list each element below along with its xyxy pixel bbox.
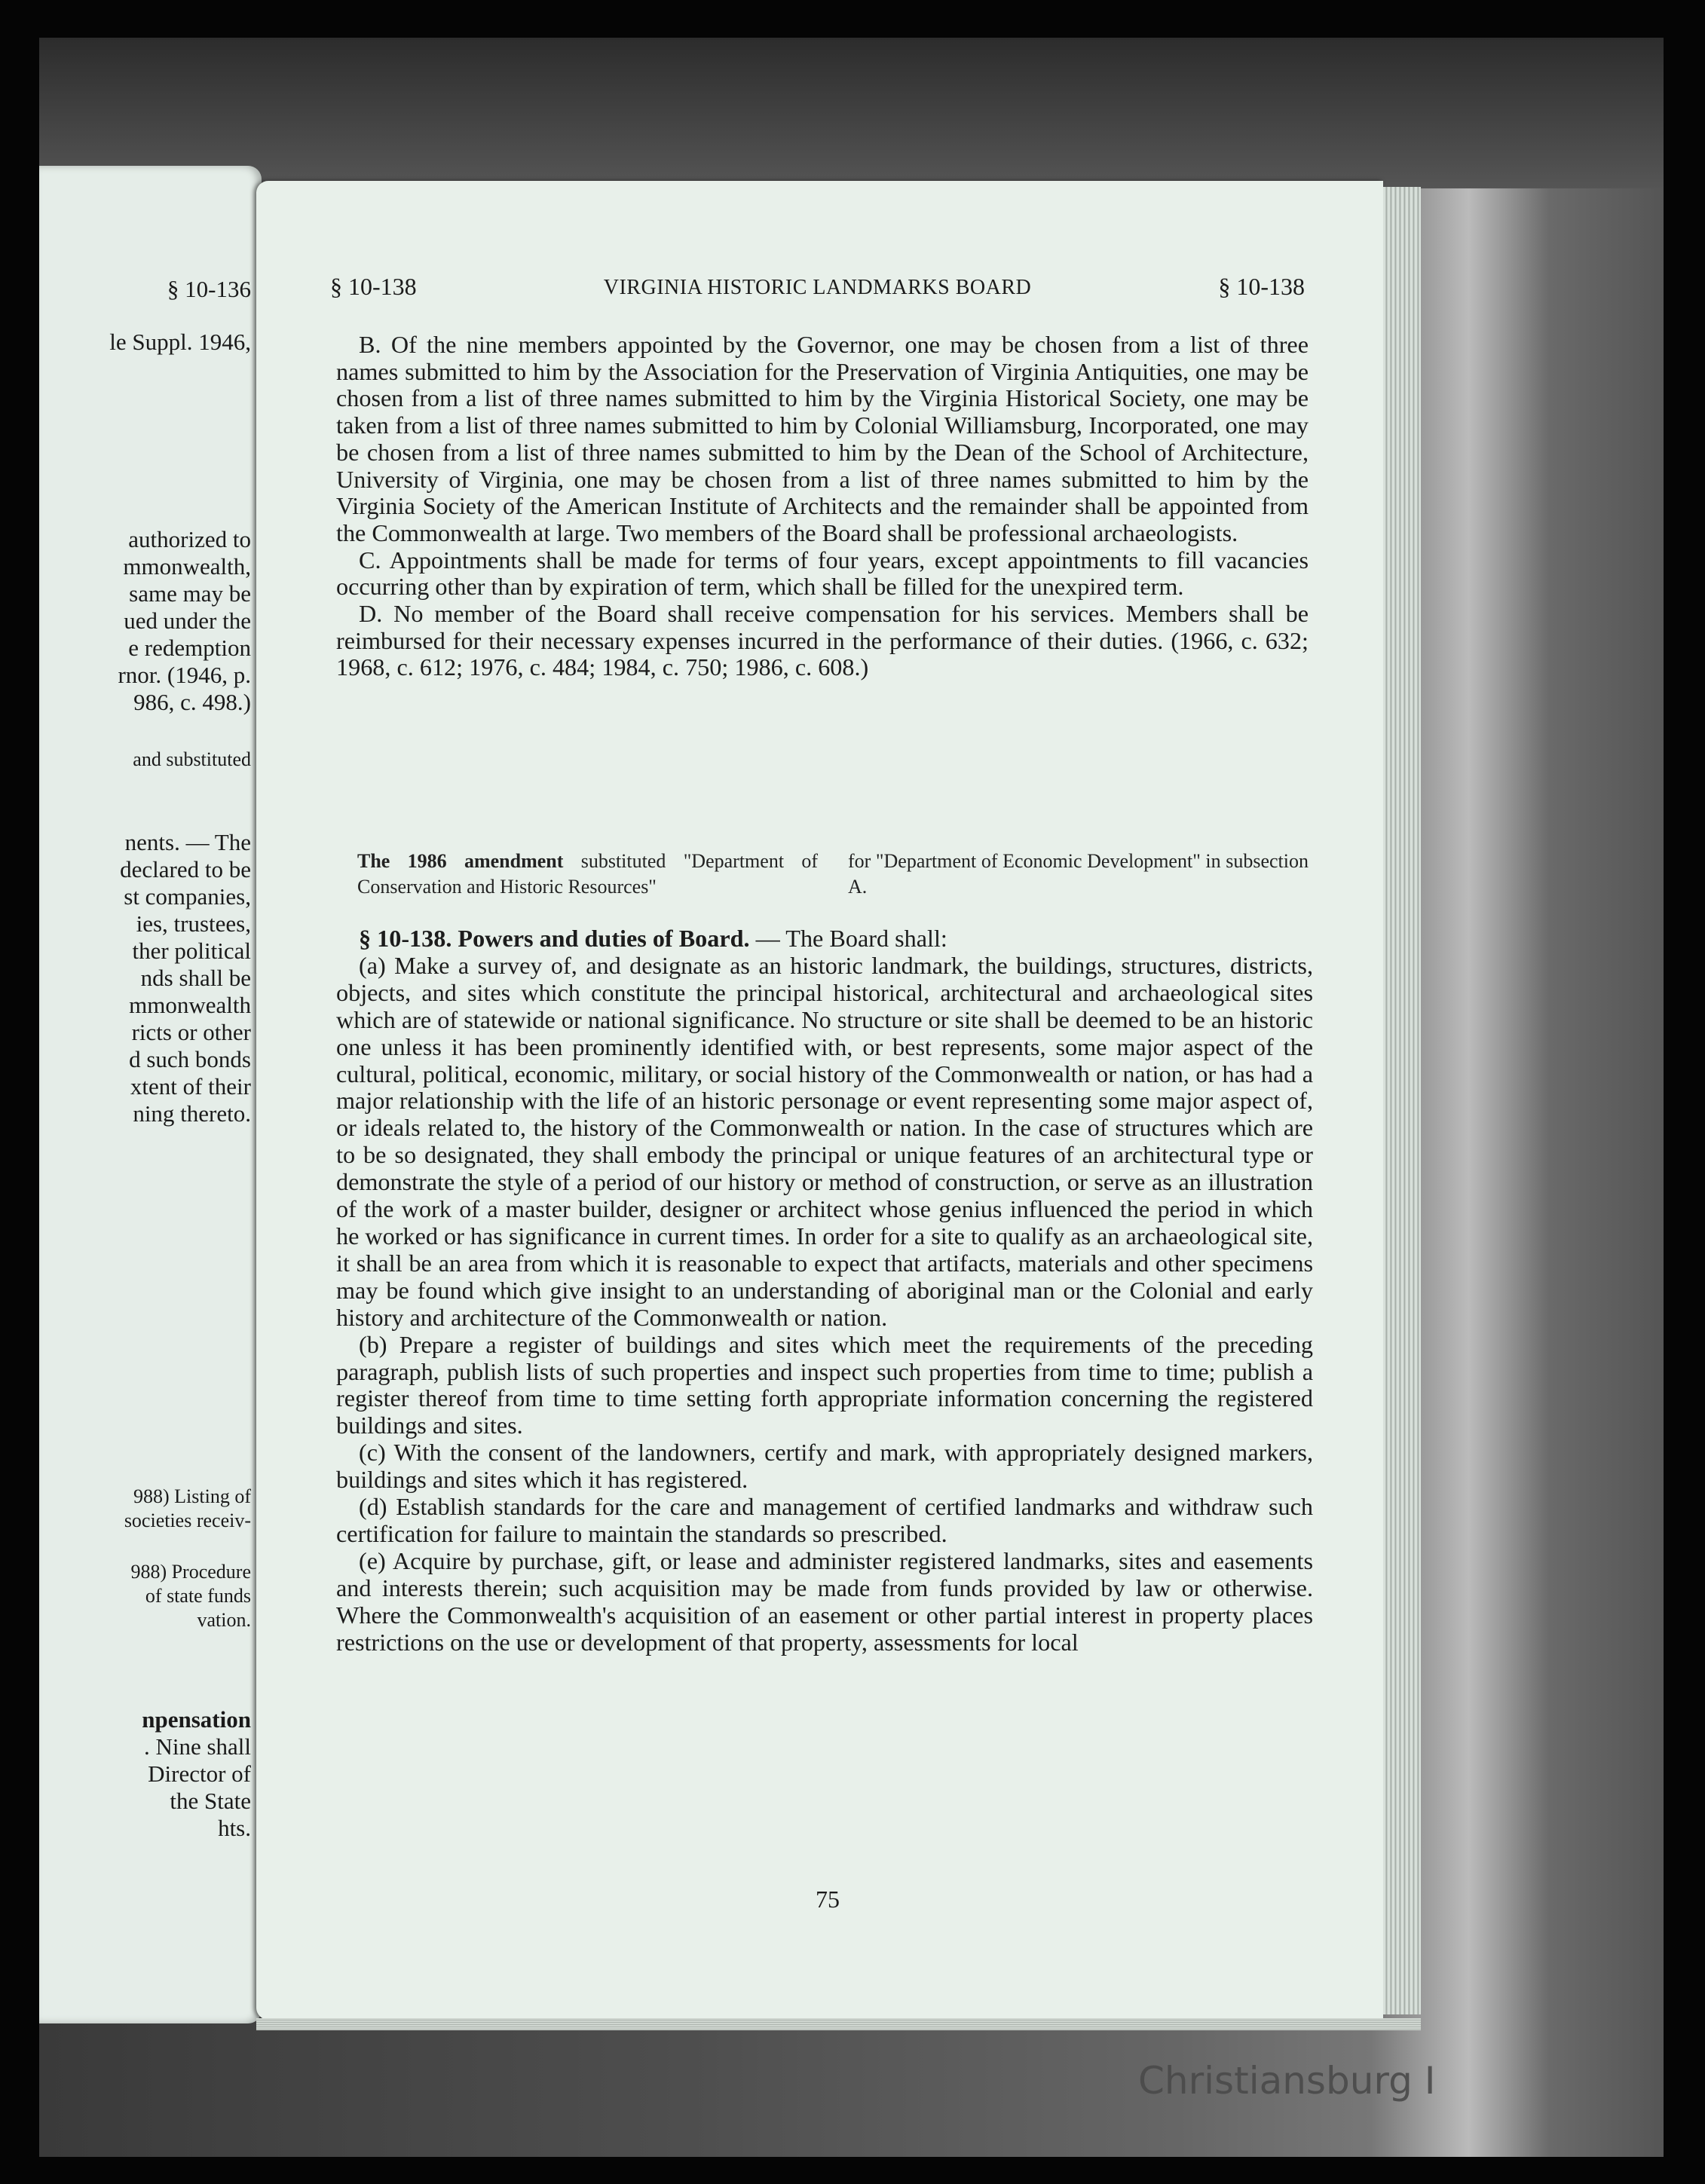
left-page-line: rnor. (1946, p. <box>118 662 251 688</box>
left-page-line: ued under the <box>124 607 251 634</box>
scan-top-shadow <box>39 38 1664 188</box>
clause-b: (b) Prepare a register of buildings and sites which meet the requirements of the preceding paragraph, publish lists of such properties and inspect such properties from time to time; publish a register thereof from time to time setting forth appropriate information concerning the registered buildings and sites. <box>336 1330 1313 1439</box>
left-page-line: mmonwealth <box>129 992 251 1018</box>
amendment-note-col-2: for "Department of Economic Development" in subsection A. <box>848 850 1309 898</box>
left-page-line: d such bonds <box>129 1046 251 1072</box>
left-page-line: nds shall be <box>140 965 251 991</box>
header-section-right: § 10-138 <box>1218 273 1305 300</box>
left-page-line: 986, c. 498.) <box>133 689 251 715</box>
left-page-line: same may be <box>129 580 251 607</box>
left-page-line: npensation <box>142 1706 251 1733</box>
left-page-line: ricts or other <box>131 1019 251 1045</box>
left-page-line: the State <box>170 1788 251 1814</box>
header-section-left: § 10-138 <box>330 273 417 300</box>
left-page-line: xtent of their <box>130 1073 251 1100</box>
left-page-line: 988) Procedure <box>130 1561 251 1583</box>
left-page-line: ning thereto. <box>133 1100 251 1127</box>
section-10-138 <box>336 925 1313 1656</box>
left-page-line: e redemption <box>128 635 251 661</box>
left-page <box>39 166 262 2023</box>
watermark: Christiansburg I <box>1138 2059 1436 2103</box>
left-page-line: hts. <box>218 1815 251 1841</box>
section-heading: § 10-138. Powers and duties of Board. <box>359 925 750 952</box>
clause-c: (c) With the consent of the landowners, certify and mark, with appropriately designed markers, buildings and sites which it has registered. <box>336 1439 1313 1494</box>
header-title: VIRGINIA HISTORIC LANDMARKS BOARD <box>603 276 1032 299</box>
left-page-line: declared to be <box>120 856 251 882</box>
section-heading-rest: — The Board shall: <box>755 925 947 952</box>
left-page-line: st companies, <box>124 883 251 910</box>
paragraph-b: B. Of the nine members appointed by the Governor, one may be chosen from a list of three names submitted to him by the Association for the Preservation of Virginia Antiquities, one may be chosen from a list of three names submitted to him by the Virginia Historical Society, one may be taken from a list of three names submitted to him by Colonial Williamsburg, Incorporated, one may be chosen from a list of three names submitted to him by the Dean of the School of Architecture, University of Virginia, one may be chosen from a list of three names submitted to him by the Virginia Society of the American Institute of Architects and the remainder shall be appointed from the Commonwealth at large. Two members of the Board shall be professional archaeologists. <box>336 331 1309 546</box>
left-page-line: vation. <box>197 1609 251 1631</box>
left-page-line: le Suppl. 1946, <box>109 329 251 355</box>
page-number: 75 <box>816 1886 840 1913</box>
amendment-note-lead: The 1986 amendment <box>357 850 564 872</box>
left-page-line: societies receiv- <box>124 1510 251 1531</box>
body-text <box>336 332 1309 681</box>
left-page-line: and substituted <box>133 748 251 770</box>
clause-a: (a) Make a survey of, and designate as an historic landmark, the buildings, structures, districts, objects, and sites which constitute the principal historical, architectural and archaeological sites which are of statewide or national significance. No structure or site shall be deemed to be an historic one unless it has been prominently identified with, or best represents, some major aspect of the cultural, political, economic, military, or social history of the Commonwealth or nation, or has had a major relationship with the life of an historic personage or event representing some major aspect of, or ideals related to, the history of the Commonwealth or nation. In the case of structures which are to be so designated, they shall embody the principal or unique features of an architectural type or demonstrate the style of a period of our history or method of construction, or serve as an illustration of the work of a master builder, designer or architect whose genius influenced the period in which he worked or has significance in current times. In order for a site to qualify as an archaeological site, it shall be an area from which it is reasonable to expect that artifacts, materials and other specimens may be found which give insight to an understanding of aboriginal man or the Colonial and early history and architecture of the Commonwealth or nation. <box>336 951 1313 1331</box>
amendment-note-col-1 <box>357 849 818 900</box>
left-page-line: of state funds <box>145 1585 251 1607</box>
left-page-line: ther political <box>132 938 251 964</box>
clause-e: (e) Acquire by purchase, gift, or lease and administer registered landmarks, sites and easements and interests therein; such acquisition may be made from funds provided by law or otherwise. Where the Commonwealth's acquisition of an easement or other partial interest in property places restrictions on the use or development of that property, assessments for local <box>336 1546 1313 1656</box>
amendment-note <box>357 849 1309 900</box>
left-page-section-ref: § 10-136 <box>167 276 251 302</box>
page-bottom-edge <box>256 2018 1421 2030</box>
running-head <box>330 273 1305 306</box>
left-page-line: mmonwealth, <box>123 553 251 580</box>
left-page-line: . Nine shall <box>143 1733 251 1760</box>
left-page-line: Director of <box>148 1760 251 1787</box>
paragraph-d: D. No member of the Board shall receive compensation for his services. Members shall be reimbursed for their necessary expenses incurred in the performance of their duties. (1966, c. 632; 1968, c. 612; 1976, c. 484; 1984, c. 750; 1986, c. 608.) <box>336 600 1309 681</box>
amendment-note-text: substituted "Department of Conservation and Historic Resources" <box>357 850 819 898</box>
left-page-line: nents. — The <box>124 829 251 855</box>
left-page-line: 988) Listing of <box>133 1485 251 1507</box>
section-heading-line <box>336 925 1313 953</box>
left-page-line: ies, trustees, <box>136 910 251 937</box>
left-page-line: authorized to <box>128 526 251 552</box>
page-edges <box>1383 187 1421 2014</box>
paragraph-c: C. Appointments shall be made for terms of four years, except appointments to fill vacancies occurring other than by expiration of term, which shall be filled for the unexpired term. <box>336 546 1309 601</box>
clause-d: (d) Establish standards for the care and management of certified landmarks and withdraw such certification for failure to maintain the standards so prescribed. <box>336 1493 1313 1547</box>
